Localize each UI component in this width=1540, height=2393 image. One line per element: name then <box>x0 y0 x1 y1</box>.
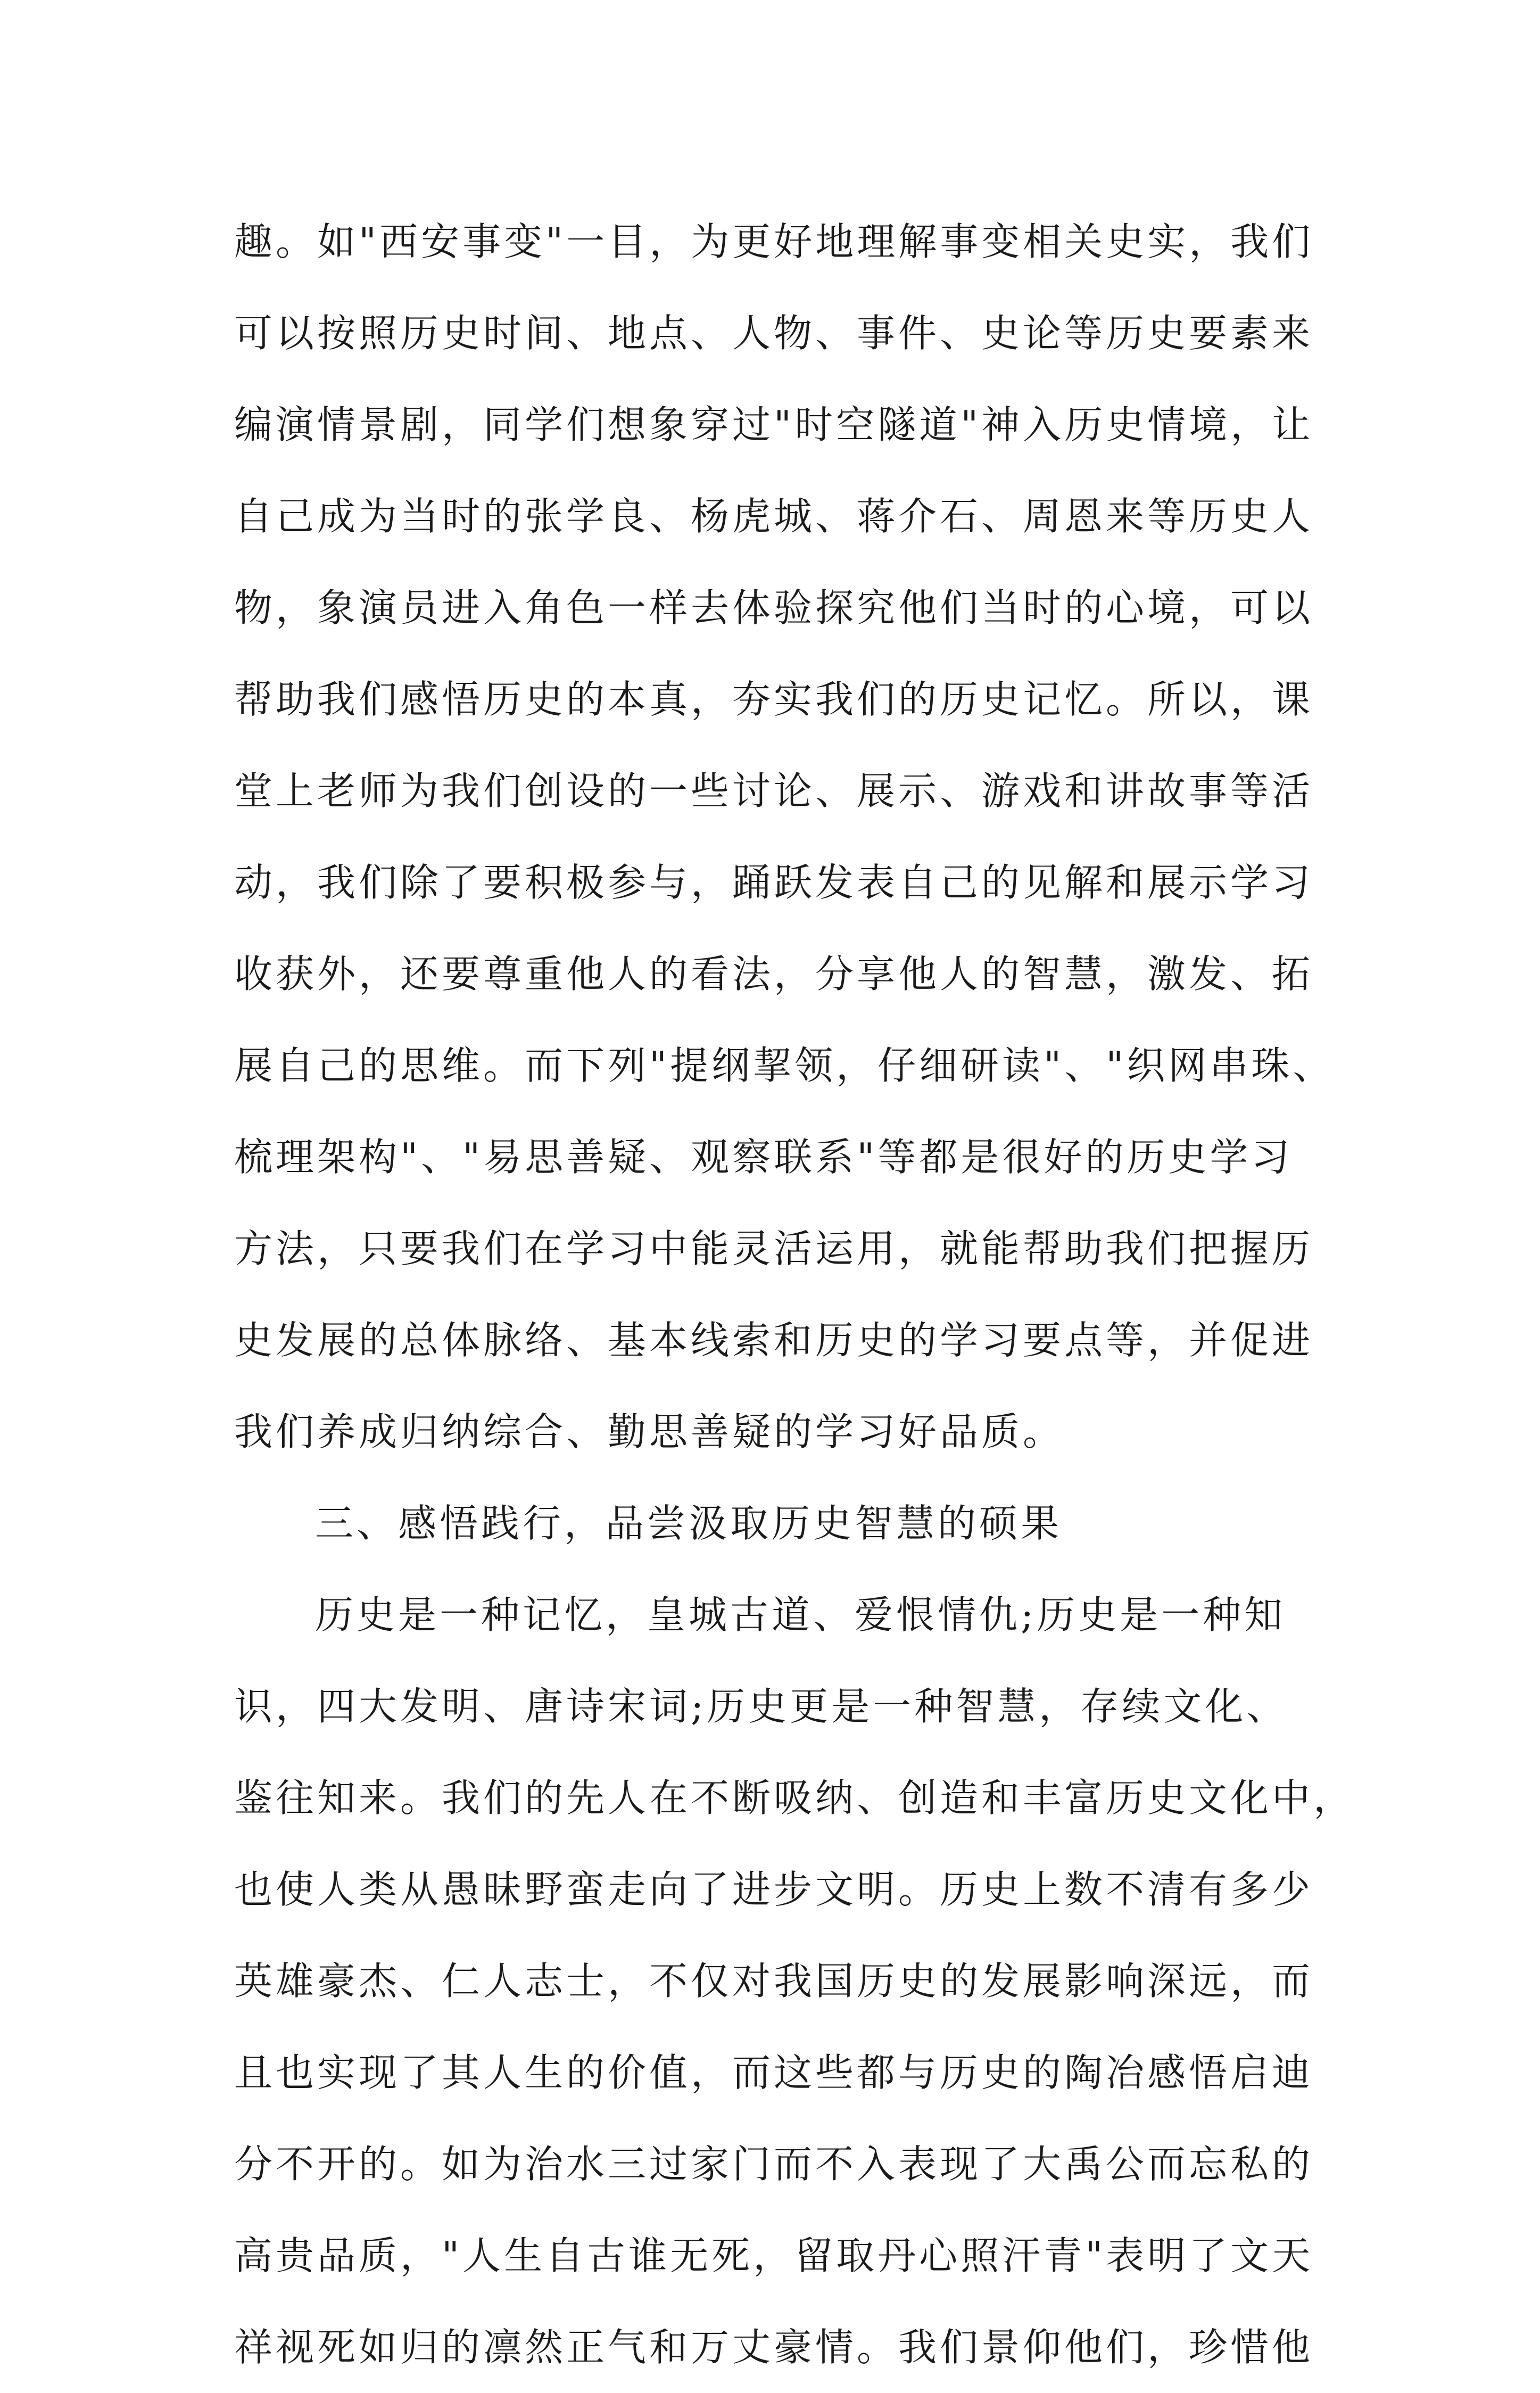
text-line: 物，象演员进入角色一样去体验探究他们当时的心境，可以 <box>234 585 1314 630</box>
text-line: 可以按照历史时间、地点、人物、事件、史论等历史要素来 <box>234 311 1314 356</box>
text-line: 识，四大发明、唐诗宋词;历史更是一种智慧，存续文化、 <box>234 1684 1288 1729</box>
text-line: 梳理架构"、"易思善疑、观察联系"等都是很好的历史学习 <box>234 1135 1293 1179</box>
text-line: 帮助我们感悟历史的本真，夯实我们的历史记忆。所以，课 <box>234 677 1314 722</box>
text-line: 史发展的总体脉络、基本线索和历史的学习要点等，并促进 <box>234 1318 1314 1363</box>
text-line: 收获外，还要尊重他人的看法，分享他人的智慧，激发、拓 <box>234 952 1314 996</box>
text-line: 英雄豪杰、仁人志士，不仅对我国历史的发展影响深远，而 <box>234 1959 1314 2003</box>
section-heading: 三、感悟践行，品尝汲取历史智慧的硕果 <box>315 1501 1063 1546</box>
text-line: 也使人类从愚昧野蛮走向了进步文明。历史上数不清有多少 <box>234 1867 1314 1912</box>
text-line: 方法，只要我们在学习中能灵活运用，就能帮助我们把握历 <box>234 1226 1314 1271</box>
text-line: 我们养成归纳综合、勤思善疑的学习好品质。 <box>234 1409 1065 1454</box>
text-line: 祥视死如归的凛然正气和万丈豪情。我们景仰他们，珍惜他 <box>234 2325 1314 2370</box>
text-line: 且也实现了其人生的价值，而这些都与历史的陶冶感悟启迪 <box>234 2050 1314 2095</box>
text-line: 堂上老师为我们创设的一些讨论、展示、游戏和讲故事等活 <box>234 769 1314 813</box>
body-text <box>234 196 1355 2393</box>
text-line: 动，我们除了要积极参与，踊跃发表自己的见解和展示学习 <box>234 860 1314 905</box>
text-line: 趣。如"西安事变"一目，为更好地理解事变相关史实，我们 <box>234 219 1314 264</box>
text-line: 分不开的。如为治水三过家门而不入表现了大禹公而忘私的 <box>234 2142 1314 2186</box>
text-line: 编演情景剧，同学们想象穿过"时空隧道"神入历史情境，让 <box>234 402 1314 447</box>
text-line: 展自己的思维。而下列"提纲挈领，仔细研读"、"织网串珠、 <box>234 1043 1335 1088</box>
text-line: 高贵品质，"人生自古谁无死，留取丹心照汗青"表明了文天 <box>234 2233 1314 2278</box>
text-line: 历史是一种记忆，皇城古道、爱恨情仇;历史是一种知 <box>315 1592 1286 1637</box>
text-line: 鉴往知来。我们的先人在不断吸纳、创造和丰富历史文化中， <box>234 1776 1355 1820</box>
text-line: 自己成为当时的张学良、杨虎城、蒋介石、周恩来等历史人 <box>234 494 1314 539</box>
